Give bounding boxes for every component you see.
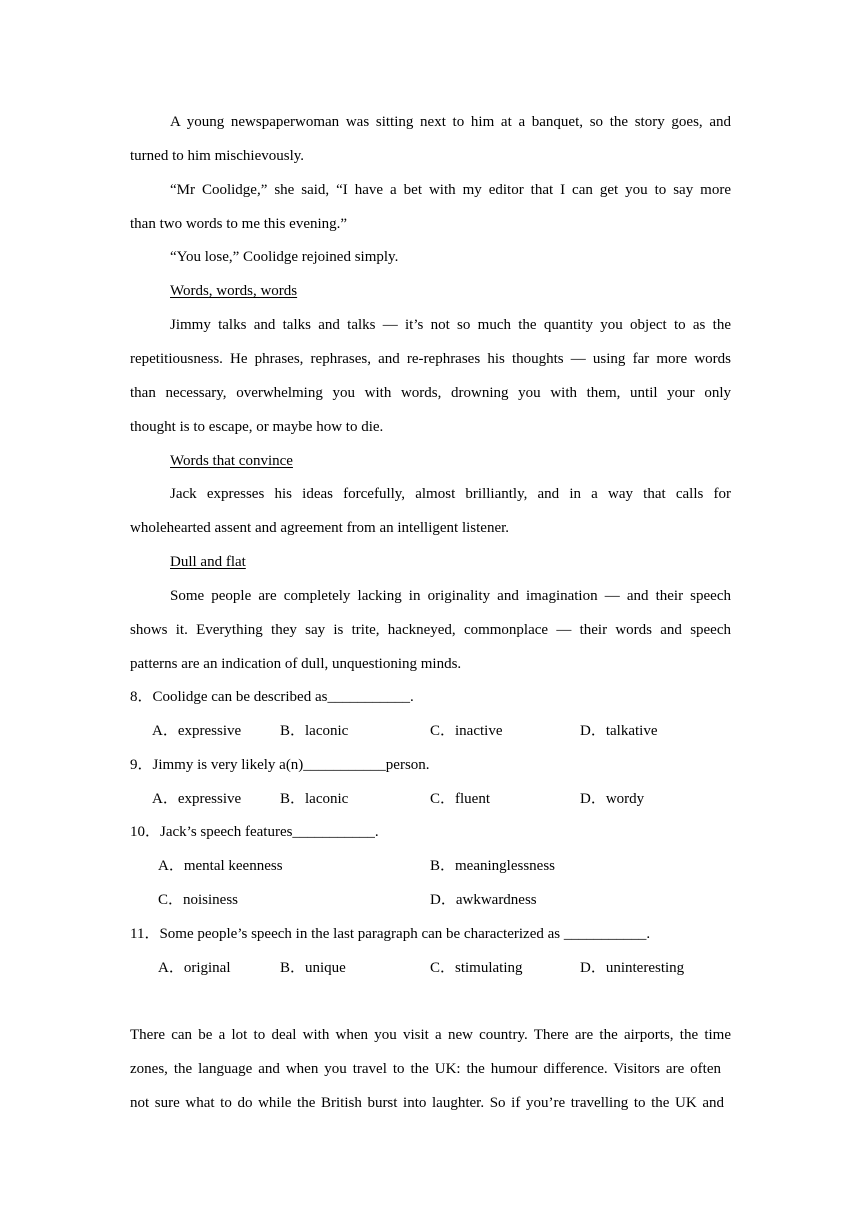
option-b: B．laconic xyxy=(280,791,349,807)
paragraph-line: Jack expresses his ideas forcefully, almost brilliantly, and in a way that calls for xyxy=(170,486,731,502)
paragraph-line: than two words to me this evening.” xyxy=(130,216,348,232)
paragraph-line: than necessary, overwhelming you with words, drowning you with them, until your only xyxy=(130,385,731,401)
option-a: A．mental keenness xyxy=(158,858,283,874)
paragraph-line: not sure what to do while the British burst into laughter. So if you’re travelling to the UK and xyxy=(130,1095,724,1111)
paragraph-line: turned to him mischievously. xyxy=(130,148,305,164)
paragraph-line: thought is to escape, or maybe how to die. xyxy=(130,419,384,435)
paragraph-line: Jimmy talks and talks and talks — it’s not so much the quantity you object to as the xyxy=(170,317,731,333)
section-heading: Words that convince xyxy=(170,453,293,469)
option-a: A．expressive xyxy=(152,723,242,739)
section-heading: Dull and flat xyxy=(170,554,246,570)
question-stem: 9．Jimmy is very likely a(n)___________person. xyxy=(130,757,430,773)
option-c: C．stimulating xyxy=(430,960,523,976)
paragraph-line: A young newspaperwoman was sitting next to him at a banquet, so the story goes, and xyxy=(170,114,731,130)
paragraph-line: repetitiousness. He phrases, rephrases, and re-rephrases his thoughts — using far more words xyxy=(130,351,731,367)
paragraph-line: patterns are an indication of dull, unquestioning minds. xyxy=(130,656,462,672)
paragraph-line: zones, the language and when you travel to the UK: the humour difference. Visitors are often xyxy=(130,1061,721,1077)
option-b: B．unique xyxy=(280,960,346,976)
paragraph-line: “Mr Coolidge,” she said, “I have a bet with my editor that I can get you to say more xyxy=(170,182,731,198)
section-heading: Words, words, words xyxy=(170,283,298,299)
paragraph-line: There can be a lot to deal with when you visit a new country. There are the airports, the time xyxy=(130,1027,731,1043)
paragraph-line: Some people are completely lacking in originality and imagination — and their speech xyxy=(170,588,731,604)
option-a: A．original xyxy=(158,960,231,976)
option-b: B．laconic xyxy=(280,723,349,739)
question-stem: 8．Coolidge can be described as___________. xyxy=(130,689,414,705)
option-c: C．inactive xyxy=(430,723,503,739)
option-d: D．talkative xyxy=(580,723,658,739)
paragraph-line: “You lose,” Coolidge rejoined simply. xyxy=(170,249,399,265)
option-d: D．uninteresting xyxy=(580,960,685,976)
option-d: D．wordy xyxy=(580,791,645,807)
option-c: C．noisiness xyxy=(158,892,239,908)
question-stem: 10．Jack’s speech features___________. xyxy=(130,824,379,840)
option-c: C．fluent xyxy=(430,791,490,807)
paragraph-line: shows it. Everything they say is trite, hackneyed, commonplace — their words and speech xyxy=(130,622,731,638)
option-b: B．meaninglessness xyxy=(430,858,555,874)
option-a: A．expressive xyxy=(152,791,242,807)
question-stem: 11．Some people’s speech in the last paragraph can be characterized as ___________. xyxy=(130,926,651,942)
option-d: D．awkwardness xyxy=(430,892,537,908)
paragraph-line: wholehearted assent and agreement from an intelligent listener. xyxy=(130,520,510,536)
